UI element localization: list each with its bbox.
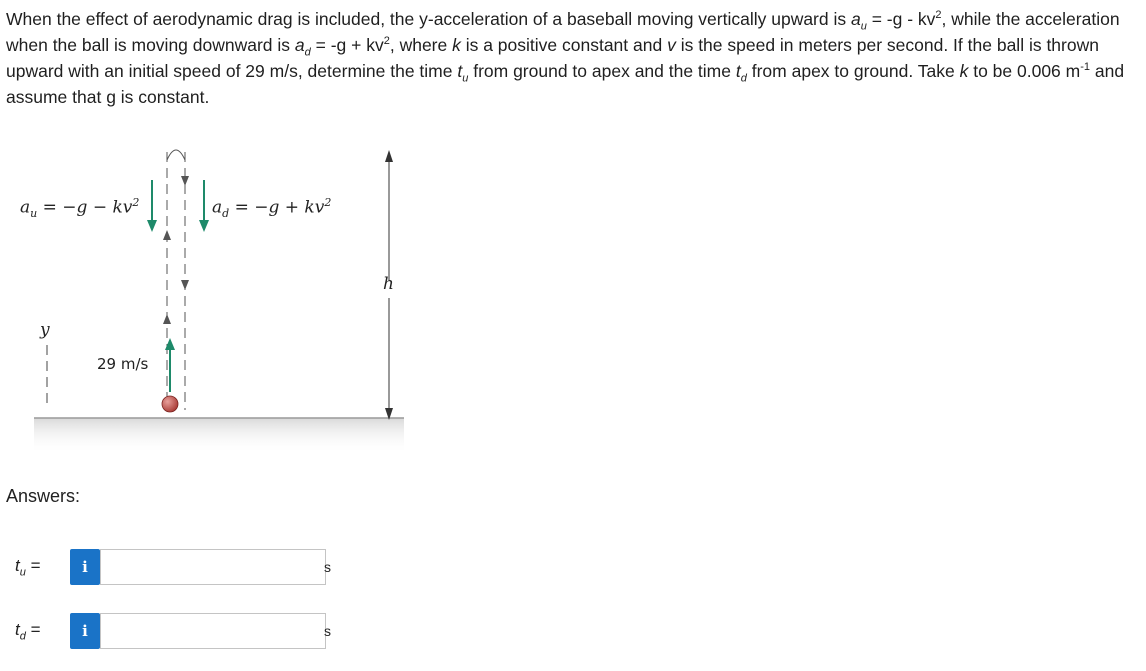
td-answer-input[interactable] <box>100 613 326 649</box>
answers-heading: Answers: <box>6 486 81 506</box>
td-unit: s <box>324 623 331 639</box>
td-label: $t_d$ = <box>15 620 41 643</box>
ground <box>34 418 404 454</box>
initial-speed-label: 29 m/s <box>97 355 149 373</box>
figure-drawing <box>0 140 430 460</box>
answer-row-tu <box>0 548 420 588</box>
info-icon[interactable]: i <box>70 613 100 649</box>
height-label: h <box>383 274 394 294</box>
ad-equation: $a_d = -g + kv^2$ <box>212 196 332 221</box>
baseball <box>162 396 178 412</box>
info-icon[interactable]: i <box>70 549 100 585</box>
answer-row-td <box>0 612 420 652</box>
tu-unit: s <box>324 559 331 575</box>
apex-curve <box>167 150 185 160</box>
au-equation: $a_u = -g - kv^2$ <box>20 196 140 221</box>
tu-answer-input[interactable] <box>100 549 326 585</box>
baseball-figure <box>0 140 430 460</box>
question-text: When the effect of aerodynamic drag is included, the y-acceleration of a baseball moving vertically upward is $a_u = -g - kv^2$, while the acceleration when the ball is moving downward is $a_d = -g + kv^2$, where k is a positive constant and v is the speed in meters per second. If the ball is thrown upward with an initial speed of 29 m/s, determine the time $t_u$ from ground to apex and the time $t_d$ from apex to ground. Take k to be 0.006 $m^{-1}$ and assume that g is constant. <box>6 9 1125 107</box>
tu-label: $t_u$ = <box>15 556 41 579</box>
y-axis-label: y <box>40 320 50 340</box>
